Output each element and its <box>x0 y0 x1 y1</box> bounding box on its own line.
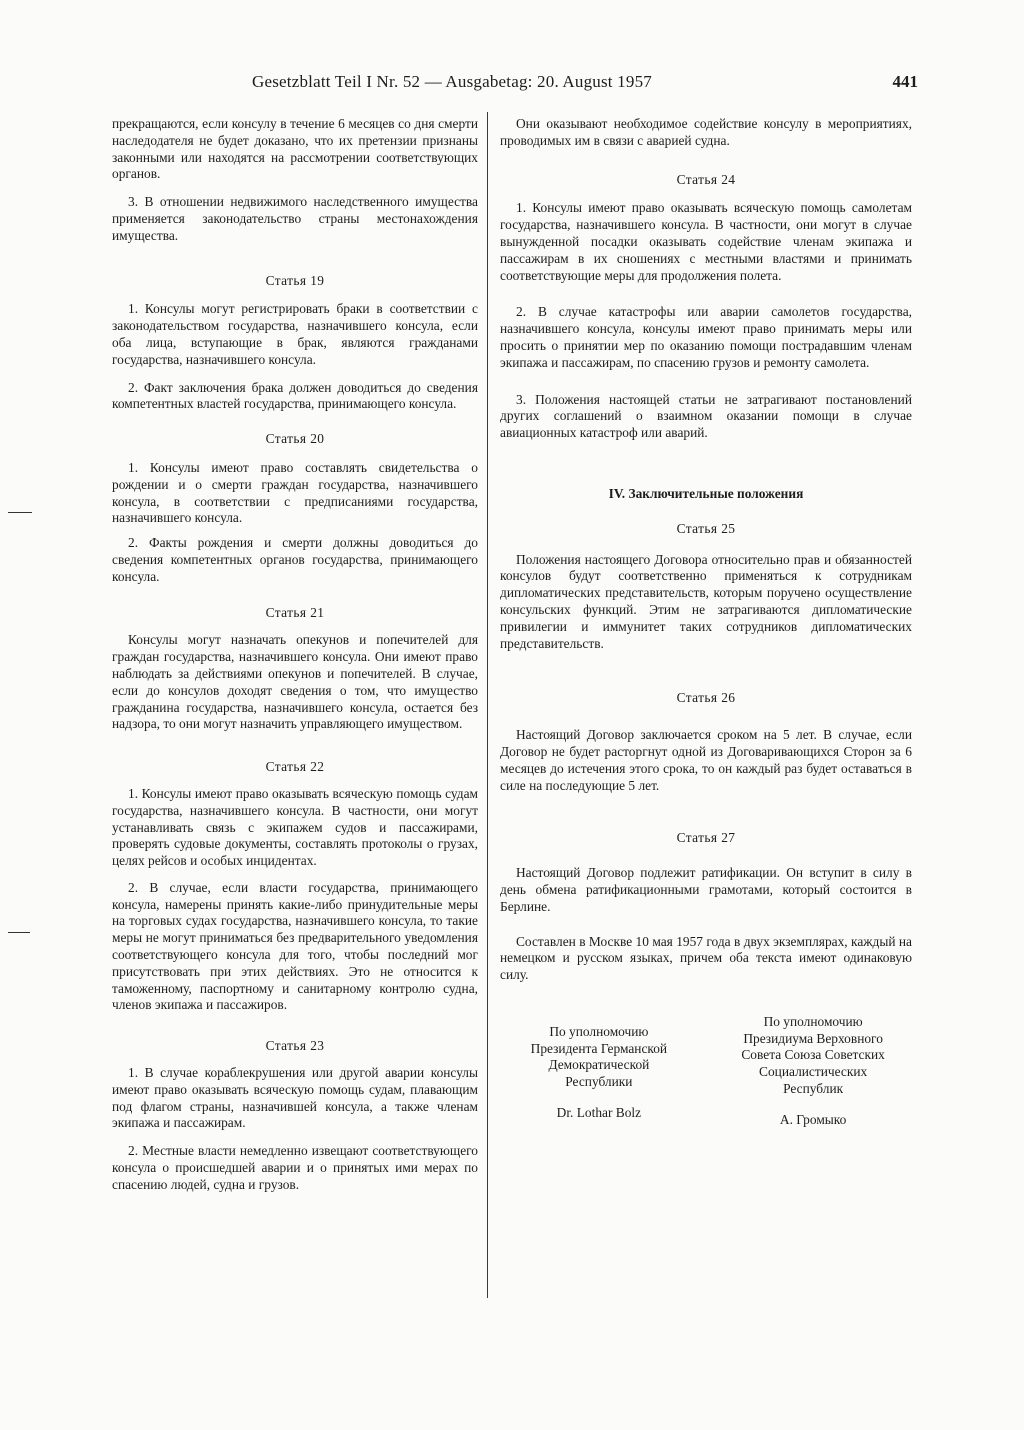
paragraph: 1. Консулы имеют право составлять свидетельства о рождении и о смерти граждан государства, назначившего консула, в соответствии с предписаниями государства, назначившего консула. <box>112 459 478 526</box>
article-19-heading: Статья 19 <box>265 272 325 288</box>
paragraph: Положения настоящего Договора относительно прав и обязанностей консулов будут соответственно применяться к сотрудникам дипломатических представительств, которым поручено осуществление консульских функций. Этим не затрагиваются дипломатические привилегии и иммунитет таких сотрудников дипломатических представительств. <box>500 551 912 651</box>
column-divider <box>487 112 488 1298</box>
paragraph: 2. Факт заключения брака должен доводиться до сведения компетентных властей государства, принимающего консула. <box>112 379 478 412</box>
margin-mark <box>8 932 30 933</box>
paragraph: 2. В случае, если власти государства, принимающего консула, намерены принять какие-либо принудительные меры на торговых судах государства, назначившего консула, то такие меры не могут приниматься без предварительного уведомления соответствующего консула для того, чтобы последний мог присутствовать при этих действиях. Это не относится к таможенному, паспортному и санитарному контролю судна, членов экипажа и пассажиров. <box>112 879 478 1013</box>
paragraph: 3. В отношении недвижимого наследственного имущества применяется законодательство страны местонахождения имущества. <box>112 194 478 243</box>
signatory-line: Республик <box>783 1081 844 1097</box>
paragraph: Настоящий Договор подлежит ратификации. Он вступит в силу в день обмена ратификационными грамотами, который состоится в Берлине. <box>500 865 912 914</box>
paragraph: 1. Консулы могут регистрировать браки в соответствии с законодательством государства, назначившего консула, если оба лица, вступающие в брак, являются гражданами государства, назначившего консула. <box>112 301 478 367</box>
signatory-line: Президиума Верховного <box>743 1030 883 1046</box>
paragraph: 1. В случае кораблекрушения или другой аварии консулы имеют право оказывать всяческую помощь судам, плавающим под флагом страны, назначившей консула, а также членам экипажа и пассажирам. <box>112 1065 478 1131</box>
paragraph: Настоящий Договор заключается сроком на 5 лет. В случае, если Договор не будет расторгнут одной из Договаривающихся Сторон за 6 месяцев до истечения этого срока, то он каждый раз будет оставаться в силе на последующие 5 лет. <box>500 727 912 793</box>
article-21-heading: Статья 21 <box>265 604 325 620</box>
article-25-heading: Статья 25 <box>676 520 736 536</box>
signatory-line: Демократической <box>548 1057 650 1073</box>
page-number: 441 <box>892 72 918 91</box>
signatory-gdr <box>500 1014 698 1129</box>
signatory-line: Совета Союза Советских <box>741 1047 885 1063</box>
signatory-name: Dr. Lothar Bolz <box>556 1105 642 1121</box>
section-iv-heading: IV. Заключительные положения <box>608 485 804 501</box>
paragraph: прекращаются, если консулу в течение 6 месяцев со дня смерти наследодателя не будет доказано, что их претензии признаны законными или находятся на рассмотрении соответствующих органов. <box>112 116 478 182</box>
paragraph: 2. Местные власти немедленно извещают соответствующего консула о происшедшей аварии и о принятых ими мерах по спасению людей, судна и грузов. <box>112 1143 478 1192</box>
right-column <box>500 116 912 1129</box>
left-column <box>112 116 478 1194</box>
article-20-heading: Статья 20 <box>265 431 325 447</box>
page-header <box>252 72 918 96</box>
article-24-heading: Статья 24 <box>676 171 736 187</box>
paragraph: Составлен в Москве 10 мая 1957 года в двух экземплярах, каждый на немецком и русском языках, причем оба текста имеют одинаковую силу. <box>500 933 912 983</box>
signatory-line: По уполномочию <box>549 1023 649 1039</box>
gazette-title: Gesetzblatt Teil I Nr. 52 — Ausgabetag: 20. August 1957 <box>252 72 652 91</box>
paragraph: Консулы могут назначать опекунов и попечителей для граждан государства, назначившего консула. Они имеют право наблюдать за действиями опекунов и попечителей. В случае, если до консулов доходят сведения о том, что имущество гражданина государства, назначившего консула, остается без надзора, то они могут назначить управляющего имуществом. <box>112 632 478 732</box>
signatory-name: А. Громыко <box>779 1111 847 1127</box>
signatory-ussr <box>714 1014 912 1129</box>
paragraph: 3. Положения настоящей статьи не затрагивают постановлений других соглашений о взаимном оказании помощи в случае авиационных катастроф или аварий. <box>500 391 912 441</box>
paragraph: 1. Консулы имеют право оказывать всяческую помощь судам государства, назначившего консула. В частности, они могут устанавливать связь с экипажем судов и пассажирами, проверять судовые документы, составлять протоколы о грузах, целях рейсов и особых инцидентах. <box>112 785 478 869</box>
article-23-heading: Статья 23 <box>265 1038 325 1054</box>
margin-mark <box>8 512 32 513</box>
signature-block <box>500 1014 912 1129</box>
article-26-heading: Статья 26 <box>676 690 736 706</box>
article-27-heading: Статья 27 <box>676 830 736 846</box>
signatory-line: Республики <box>565 1074 633 1090</box>
signatory-line: Социалистических <box>759 1064 868 1080</box>
signatory-line: Президента Германской <box>530 1040 668 1056</box>
signatory-line: По уполномочию <box>763 1013 863 1029</box>
paragraph: Они оказывают необходимое содействие консулу в мероприятиях, проводимых им в связи с аварией судна. <box>500 116 912 148</box>
article-22-heading: Статья 22 <box>265 759 325 775</box>
paragraph: 2. В случае катастрофы или аварии самолетов государства, назначившего консула, консулы имеют право принимать меры или просить о принятии мер по оказанию помощи пострадавшим членам экипажа и пассажирам, по спасению грузов и ремонту самолета. <box>500 304 912 370</box>
paragraph: 2. Факты рождения и смерти должны доводиться до сведения компетентных органов государства, принимающего консула. <box>112 535 478 584</box>
paragraph: 1. Консулы имеют право оказывать всяческую помощь самолетам государства, назначившего консула. В частности, они могут в случае вынужденной посадки оказывать содействие членам экипажа и пассажирам в их сношениях с местными властями и принимать соответствующие меры для продолжения полета. <box>500 200 912 283</box>
